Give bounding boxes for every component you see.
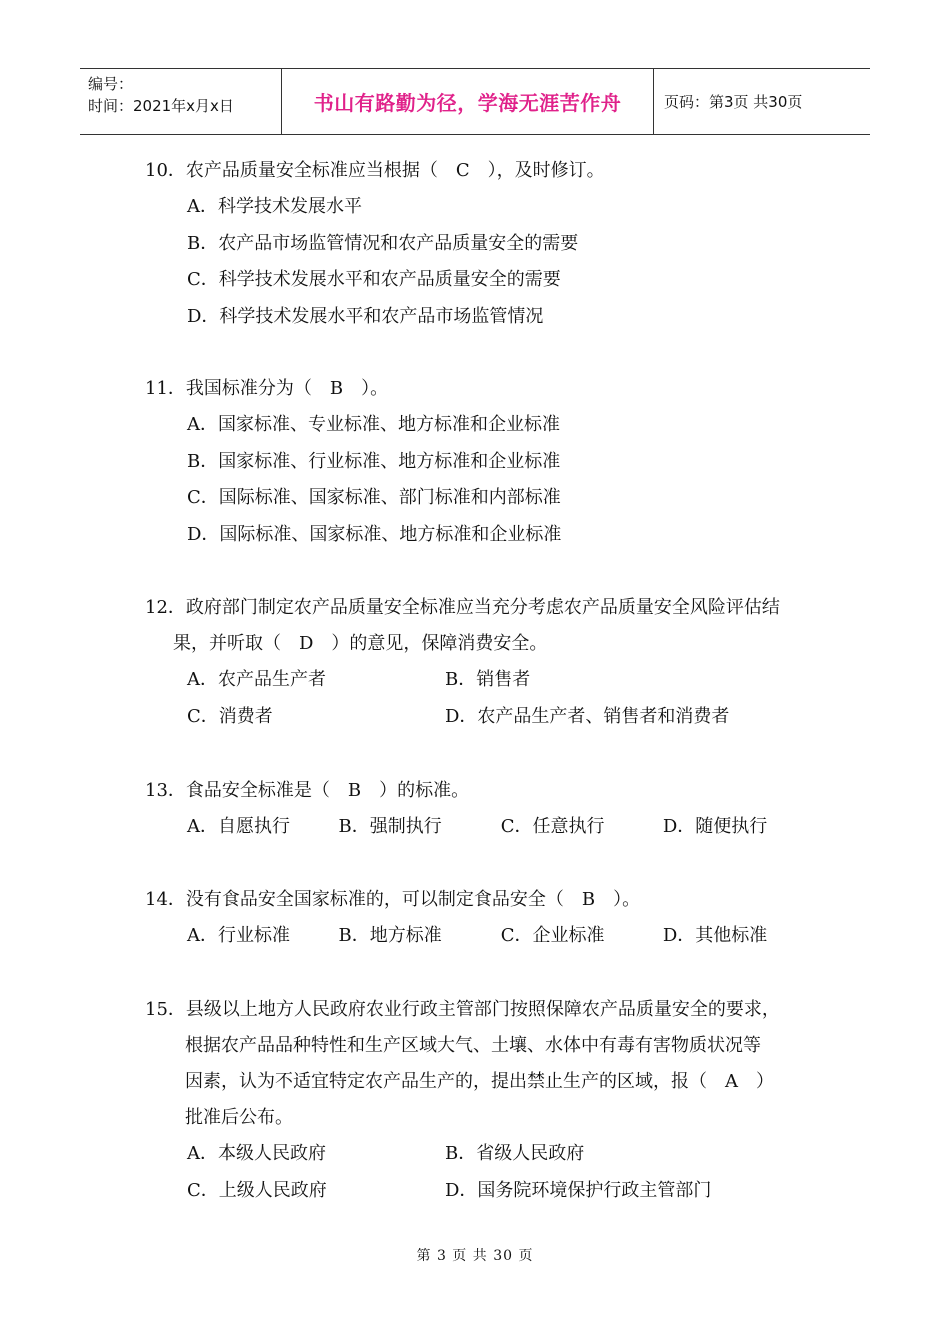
option-row bbox=[145, 662, 825, 699]
option-b: B．强制执行 bbox=[338, 816, 442, 837]
question-stem bbox=[145, 992, 825, 1136]
option-a: A．行业标准 bbox=[187, 925, 290, 946]
option-d: D．其他标准 bbox=[662, 925, 768, 946]
option-d: D．随便执行 bbox=[662, 816, 768, 837]
question-14 bbox=[145, 882, 825, 955]
stem-line: 因素，认为不适宜特定农产品生产的，提出禁止生产的区域，报（ A ） bbox=[185, 1071, 774, 1092]
date-label: 时间：2021年x月x日 bbox=[88, 97, 234, 115]
question-13 bbox=[145, 773, 825, 846]
option-d: D．科学技术发展水平和农产品市场监管情况 bbox=[187, 305, 544, 327]
option-b: B．省级人民政府 bbox=[445, 1143, 585, 1164]
option-a: A．科学技术发展水平 bbox=[187, 196, 362, 217]
header-page-info: 页码：第3页 共30页 bbox=[664, 93, 803, 111]
question-stem: 11．我国标准分为（ B ）。 bbox=[145, 378, 389, 399]
question-15 bbox=[145, 992, 825, 1209]
option-a: A．国家标准、专业标准、地方标准和企业标准 bbox=[187, 414, 560, 435]
page-footer: 第 3 页 共 30 页 bbox=[416, 1248, 534, 1264]
stem-line: 15．县级以上地方人民政府农业行政主管部门按照保障农产品质量安全的要求， bbox=[145, 999, 780, 1020]
stem-line: 根据农产品品种特性和生产区域大气、土壤、水体中有毒有害物质状况等 bbox=[185, 1035, 761, 1056]
option-a: A．本级人民政府 bbox=[187, 1143, 326, 1164]
option-row bbox=[145, 1136, 825, 1173]
option-d: D．国务院环境保护行政主管部门 bbox=[445, 1179, 712, 1201]
question-11 bbox=[145, 371, 825, 553]
option-d: D．农产品生产者、销售者和消费者 bbox=[445, 705, 730, 727]
option-b: B．销售者 bbox=[445, 669, 531, 690]
header-meta bbox=[80, 69, 282, 134]
option-row bbox=[145, 918, 825, 955]
option-c: C．上级人民政府 bbox=[187, 1179, 327, 1201]
option-c: C．消费者 bbox=[187, 705, 273, 727]
code-label: 编号： bbox=[88, 75, 134, 93]
page-header bbox=[80, 68, 870, 135]
question-10 bbox=[145, 153, 825, 335]
question-stem: 13．食品安全标准是（ B ）的标准。 bbox=[145, 780, 470, 801]
header-motto: 书山有路勤为径，学海无涯苦作舟 bbox=[282, 69, 654, 134]
question-stem: 10．农产品质量安全标准应当根据（ C ），及时修订。 bbox=[145, 160, 605, 181]
option-row bbox=[145, 699, 825, 736]
option-b: B．农产品市场监管情况和农产品质量安全的需要 bbox=[187, 232, 579, 254]
option-d: D．国际标准、国家标准、地方标准和企业标准 bbox=[187, 523, 562, 545]
option-c: C．企业标准 bbox=[500, 925, 605, 946]
option-c: C．国际标准、国家标准、部门标准和内部标准 bbox=[187, 487, 561, 508]
option-row bbox=[145, 809, 825, 846]
stem-line: 批准后公布。 bbox=[185, 1107, 293, 1128]
option-row bbox=[145, 1173, 825, 1210]
stem-line: 果，并听取（ D ）的意见，保障消费安全。 bbox=[173, 633, 548, 654]
question-stem bbox=[145, 590, 825, 662]
option-b: B．地方标准 bbox=[338, 925, 442, 946]
option-a: A．农产品生产者 bbox=[187, 669, 326, 690]
option-b: B．国家标准、行业标准、地方标准和企业标准 bbox=[187, 450, 561, 472]
option-c: C．任意执行 bbox=[500, 816, 605, 837]
option-a: A．自愿执行 bbox=[187, 816, 290, 837]
stem-line: 12．政府部门制定农产品质量安全标准应当充分考虑农产品质量安全风险评估结 bbox=[145, 597, 780, 618]
option-c: C．科学技术发展水平和农产品质量安全的需要 bbox=[187, 269, 561, 290]
question-stem: 14．没有食品安全国家标准的，可以制定食品安全（ B ）。 bbox=[145, 889, 641, 910]
question-12 bbox=[145, 590, 825, 735]
